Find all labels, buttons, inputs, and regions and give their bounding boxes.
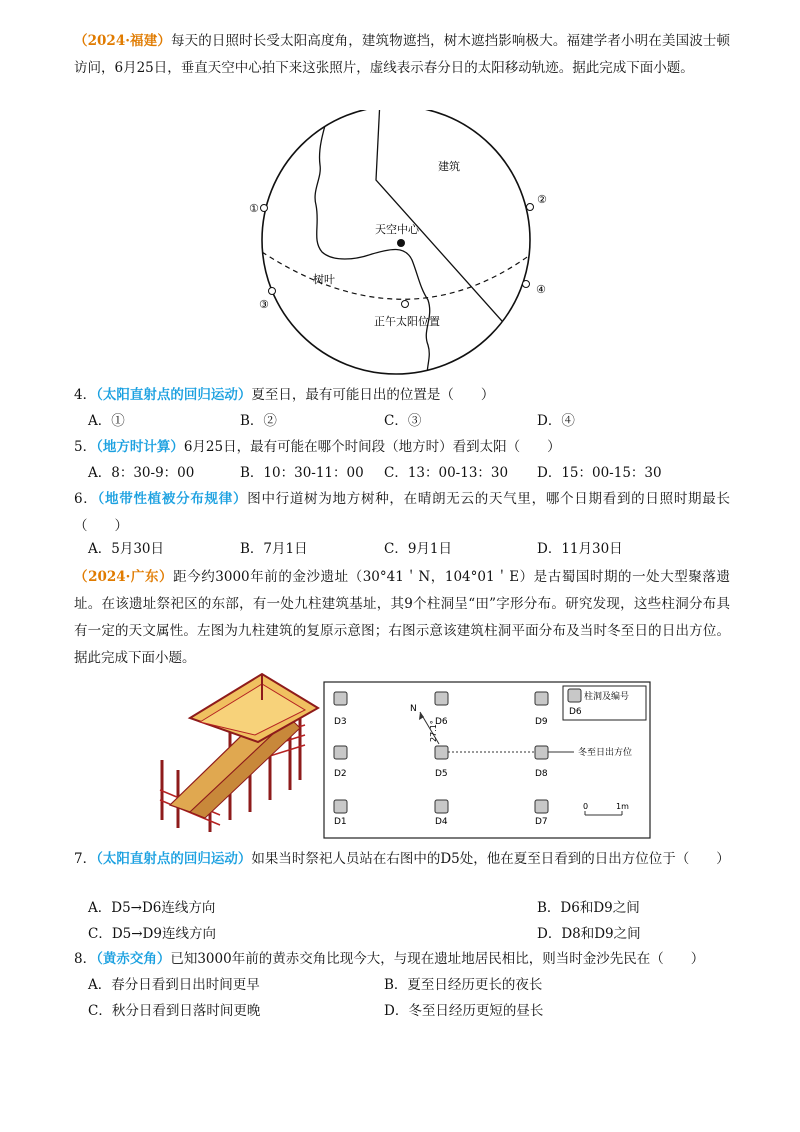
option-b[interactable]: B．D6和D9之间 [537, 900, 640, 916]
pillar-label-d5: D5 [435, 769, 448, 779]
pillar-hole-d9 [535, 692, 548, 705]
sky-circle [262, 110, 530, 374]
marker-2-label: ② [537, 193, 547, 206]
intro-text: 距今约3000年前的金沙遗址（30°41＇N，104°01＇E）是古蜀国时期的一处大型聚落遗址。在该遗址祭祀区的东部，有一处九柱建筑基址，其9个柱洞呈“田”字形分布。研究发现，这些柱洞分布具有一定的天文属性。左图为九柱建筑的复原示意图；右图示意该建筑柱洞平面分布及当时冬至日的日出方位。据此完成下面小题。 [74, 569, 730, 666]
pillar-hole-d3 [334, 692, 347, 705]
question-stem: 夏至日，最有可能日出的位置是（ ） [251, 387, 495, 403]
topic-tag: （地带性植被分布规律） [97, 491, 248, 507]
option-a[interactable]: A．5月30日 [88, 541, 165, 557]
option-d[interactable]: D．15：00-15：30 [537, 465, 662, 481]
option-c[interactable]: C．13：00-13：30 [384, 465, 509, 481]
sky-center-dot [397, 239, 405, 247]
option-c[interactable]: C．秋分日看到日落时间更晚 [88, 1003, 261, 1019]
intro-passage-2 [74, 564, 730, 672]
pillar-label-d7: D7 [535, 817, 548, 827]
question-4 [74, 382, 730, 409]
question-8-options-row2 [88, 1000, 748, 1022]
question-stem: 6月25日，最有可能在哪个时间段（地方时）看到太阳（ ） [183, 439, 561, 455]
marker-1-point [261, 205, 268, 212]
legend-text: 柱洞及编号 [584, 692, 630, 702]
scale-zero: 0 [583, 802, 589, 811]
topic-tag: （太阳直射点的回归运动） [96, 387, 252, 403]
option-d[interactable]: D．11月30日 [537, 541, 623, 557]
noon-sun-label: 正午太阳位置 [374, 315, 440, 328]
pillar-label-d8: D8 [535, 769, 548, 779]
source-tag: （2024·广东） [74, 569, 174, 585]
topic-tag: （太阳直射点的回归运动） [96, 851, 252, 867]
intro-text: 每天的日照时长受太阳高度角，建筑物遮挡，树木遮挡影响极大。福建学者小明在美国波士顿访问，6月25日，垂直天空中心拍下来这张照片，虚线表示春分日的太阳移动轨迹。据此完成下面小题。 [74, 33, 730, 76]
tree-outline [315, 110, 430, 380]
pillar-label-d3: D3 [334, 717, 347, 727]
source-tag: （2024·福建） [74, 33, 171, 49]
marker-4-point [523, 281, 530, 288]
option-a[interactable]: A．8：30-9：00 [88, 465, 195, 481]
legend-pillar-icon [568, 689, 581, 702]
question-8 [74, 946, 730, 973]
question-number: 5． [74, 439, 97, 455]
option-a[interactable]: A．D5→D6连线方向 [88, 900, 216, 916]
option-c[interactable]: C．③ [384, 413, 422, 429]
question-stem: 已知3000年前的黄赤交角比现今大，与现在遗址地居民相比，则当时金沙先民在（ ） [170, 951, 705, 967]
legend-id: D6 [569, 707, 582, 717]
pillar-hole-d6 [435, 692, 448, 705]
option-c[interactable]: C．9月1日 [384, 541, 453, 557]
question-6-options [88, 538, 748, 560]
pillar-hole-d5 [435, 746, 448, 759]
option-a[interactable]: A．春分日看到日出时间更早 [88, 977, 260, 993]
option-b[interactable]: B．10：30-11：00 [240, 465, 364, 481]
pillar-hole-d2 [334, 746, 347, 759]
question-number: 6． [74, 491, 98, 507]
question-7-options-row1 [88, 897, 748, 919]
sky-photo-figure [240, 110, 550, 380]
sunrise-label: 冬至日出方位 [578, 748, 633, 758]
scale-unit: 1m [616, 802, 629, 811]
tree-label: 树叶 [313, 273, 335, 286]
pillar-label-d6: D6 [435, 717, 448, 727]
option-b[interactable]: B．7月1日 [240, 541, 308, 557]
pillar-label-d1: D1 [334, 817, 347, 827]
question-8-options-row1 [88, 974, 748, 996]
pillar-label-d2: D2 [334, 769, 347, 779]
building-label: 建筑 [438, 160, 460, 173]
pillar-hole-d4 [435, 800, 448, 813]
marker-1-label: ① [249, 202, 259, 215]
option-b[interactable]: B．② [240, 413, 277, 429]
equinox-sun-path [262, 252, 530, 299]
question-4-options [88, 410, 748, 432]
option-c[interactable]: C．D5→D9连线方向 [88, 926, 216, 942]
option-d[interactable]: D．冬至日经历更短的昼长 [384, 1003, 544, 1019]
question-number: 8． [74, 951, 97, 967]
pillar-hole-d7 [535, 800, 548, 813]
question-number: 7． [74, 851, 97, 867]
pillar-label-d9: D9 [535, 717, 548, 727]
building-edge [376, 110, 510, 330]
sky-center-label: 天空中心 [375, 223, 419, 236]
pillar-hole-d1 [334, 800, 347, 813]
marker-4-label: ④ [536, 283, 546, 296]
pillar-hole-d8 [535, 746, 548, 759]
question-stem: 图中行道树为地方树种，在晴朗无云的天气里，哪个日期看到的日照时期最长（ ） [74, 491, 731, 534]
topic-tag: （地方时计算） [96, 439, 184, 455]
option-b[interactable]: B．夏至日经历更长的夜长 [384, 977, 543, 993]
north-label: N [410, 704, 417, 714]
pillar-label-d4: D4 [435, 817, 448, 827]
topic-tag: （黄赤交角） [96, 951, 171, 967]
angle-label: 27.1° [429, 720, 438, 742]
marker-2-point [527, 204, 534, 211]
nine-pillar-building-illustration [150, 668, 320, 840]
option-a[interactable]: A．① [88, 413, 125, 429]
question-stem: 如果当时祭祀人员站在右图中的D5处，他在夏至日看到的日出方位位于（ ） [251, 851, 730, 867]
question-5 [74, 434, 730, 461]
question-7 [74, 846, 730, 873]
marker-3-point [269, 288, 276, 295]
intro-passage-1 [74, 28, 730, 82]
option-d[interactable]: D．D8和D9之间 [537, 926, 641, 942]
marker-3-label: ③ [259, 298, 269, 311]
question-number: 4． [74, 387, 97, 403]
question-6 [74, 486, 730, 540]
noon-sun-marker [402, 301, 409, 308]
question-7-options-row2 [88, 923, 748, 945]
option-d[interactable]: D．④ [537, 413, 575, 429]
question-5-options [88, 462, 748, 484]
pillar-plan-figure [322, 680, 652, 840]
